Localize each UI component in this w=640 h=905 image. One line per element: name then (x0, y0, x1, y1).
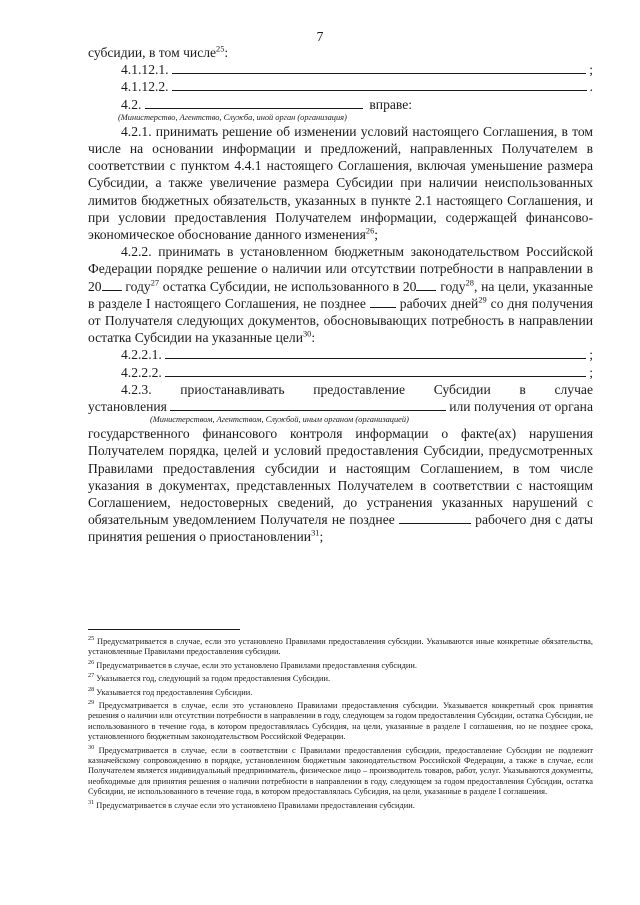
paragraph-4-2-2: 4.2.2. принимать в установленном бюджетным законодательством Российской Федерации порядке решение о наличии или отсутствии потребности в направлении в 20 году$^{27}$ остатка Субсидии, не использованного в 20 году$^{28}$, на цели, указанные в разделе I настоящего Соглашения, не позднее рабочих дней$^{29}$ со дня получения от Получателя следующих документов, обосновывающих потребность в направлении остатка Субсидии на указанные цели$^{30}$: (88, 244, 593, 346)
item-4-2-2-2: 4.2.2.2. ; (121, 364, 593, 380)
footnote-ref: 25 (216, 44, 225, 54)
footnote-26: $^{26}$ Предусматривается в случае, если это установлено Правилами предоставления субсидии. (88, 659, 417, 670)
item-4-1-12-2: 4.1.12.2. . (121, 79, 593, 95)
caption-4-2: (Министерство, Агентство, Служба, иной орган (организация) (118, 112, 347, 122)
blank-line (399, 523, 471, 524)
footnote-ref: 27 (150, 278, 160, 288)
footnote-separator (88, 629, 240, 630)
blank-line (172, 79, 587, 91)
footnote-28: $^{28}$ Указывается год предоставления Субсидии. (88, 685, 253, 697)
item-4-2-2-1: 4.2.2.1. ; (121, 347, 593, 363)
paragraph-4-2-1: 4.2.1. принимать решение об изменении условий настоящего Соглашения, в том числе на основании информации и предложений, направленных Получателем в соответствии с пунктом 4.4.1 настоящего Соглашения, включая уменьшение размера Субсидии, а также увеличение размера Субсидии при наличии неиспользованных лимитов бюджетных обязательств, указанных в пункте 2.1 настоящего Соглашения, и при условии предоставления Получателем информации, содержащей финансово-экономическое обоснование данного изменения$^{26}$; (88, 123, 593, 243)
footnotes (88, 637, 593, 814)
blank-line (102, 290, 122, 291)
blank-line (416, 290, 436, 291)
footnote-27: $^{27}$ Указывается год, следующий за годом предоставления Субсидии. (88, 672, 331, 684)
page-number: 7 (316, 29, 324, 44)
blank-line (165, 365, 586, 377)
footnote-29: $^{29}$ Предусматривается в случае, если это установлено Правилами предоставления субсидии. Указывается конкретный срок принятия решения о наличии или отсутствии потребности в направлении в году, следующем за годом предоставления Субсидии, остатка Субсидии, не использованного в течение года, в котором предоставлялась Субсидия, на цели, указанные в разделе I соглашения, но не позднее срока, установленного бюджетным законодательством Российской Федерации. (88, 699, 594, 742)
paragraph-4-2-3-first-line: 4.2.3. приостанавливать предоставление Субсидии в случае (121, 381, 593, 397)
footnote-ref: 26 (365, 226, 375, 236)
footnote-ref: 30 (302, 329, 312, 339)
item-4-2: 4.2. вправе: (121, 96, 413, 112)
blank-line (370, 307, 396, 308)
document-body (88, 44, 593, 546)
footnote-31: $^{31}$ Предусматривается в случае если это установлено Правилами предоставления субсидии. (88, 798, 415, 810)
item-4-1-12-1: 4.1.12.1. ; (121, 62, 593, 78)
intro-line: субсидии, в том числе$^{25}$: (88, 44, 229, 60)
footnote-ref: 28 (465, 278, 474, 288)
footnote-25: $^{25}$ Предусматривается в случае, если это установлено Правилами предоставления субсидии. Указываются иные конкретные обязательства, установленные Правилами предоставления субсидии. (88, 635, 593, 657)
footnote-ref: 29 (478, 295, 487, 305)
blank-line (170, 399, 446, 411)
footnote-30: $^{30}$ Предусматривается в случае, если в соответствии с Правилами предоставления субсидии, предоставление Субсидии не подлежит казначейскому сопровождению в порядке, установленном бюджетным законодательством Российской Федерации, а также в случае, если Получателем является индивидуальный предприниматель, физическое лицо – производитель товаров, работ, услуг. Указываются документы, необходимые для принятия решения о наличии потребности в направлении в году, следующем за годом предоставления Субсидии, остатка Субсидии, не использованного в течение года, в котором предоставлялась Субсидия, на цели, указанные в разделе I соглашения. (88, 743, 594, 797)
blank-line (172, 62, 587, 74)
footnote-ref: 31 (311, 528, 320, 538)
blank-line (165, 347, 586, 359)
blank-line (145, 108, 363, 109)
paragraph-4-2-3-body: государственного финансового контроля информации о факте(ах) нарушения Получателем порядка, целей и условий предоставления Субсидии, предусмотренных Правилами предоставления субсидии и настоящим Соглашением, в том числе указания в документах, представленных Получателем в соответствии с настоящим Соглашением, недостоверных сведений, до устранения указанных нарушений с обязательным уведомлением Получателя не позднее рабочего дня с даты принятия решения о приостановлении$^{31}$; (88, 426, 594, 545)
establishment-line: установления или получения от органа (88, 399, 593, 415)
caption-4-2-3: (Министерством, Агентством, Службой, иным органом (организацией) (150, 415, 409, 425)
